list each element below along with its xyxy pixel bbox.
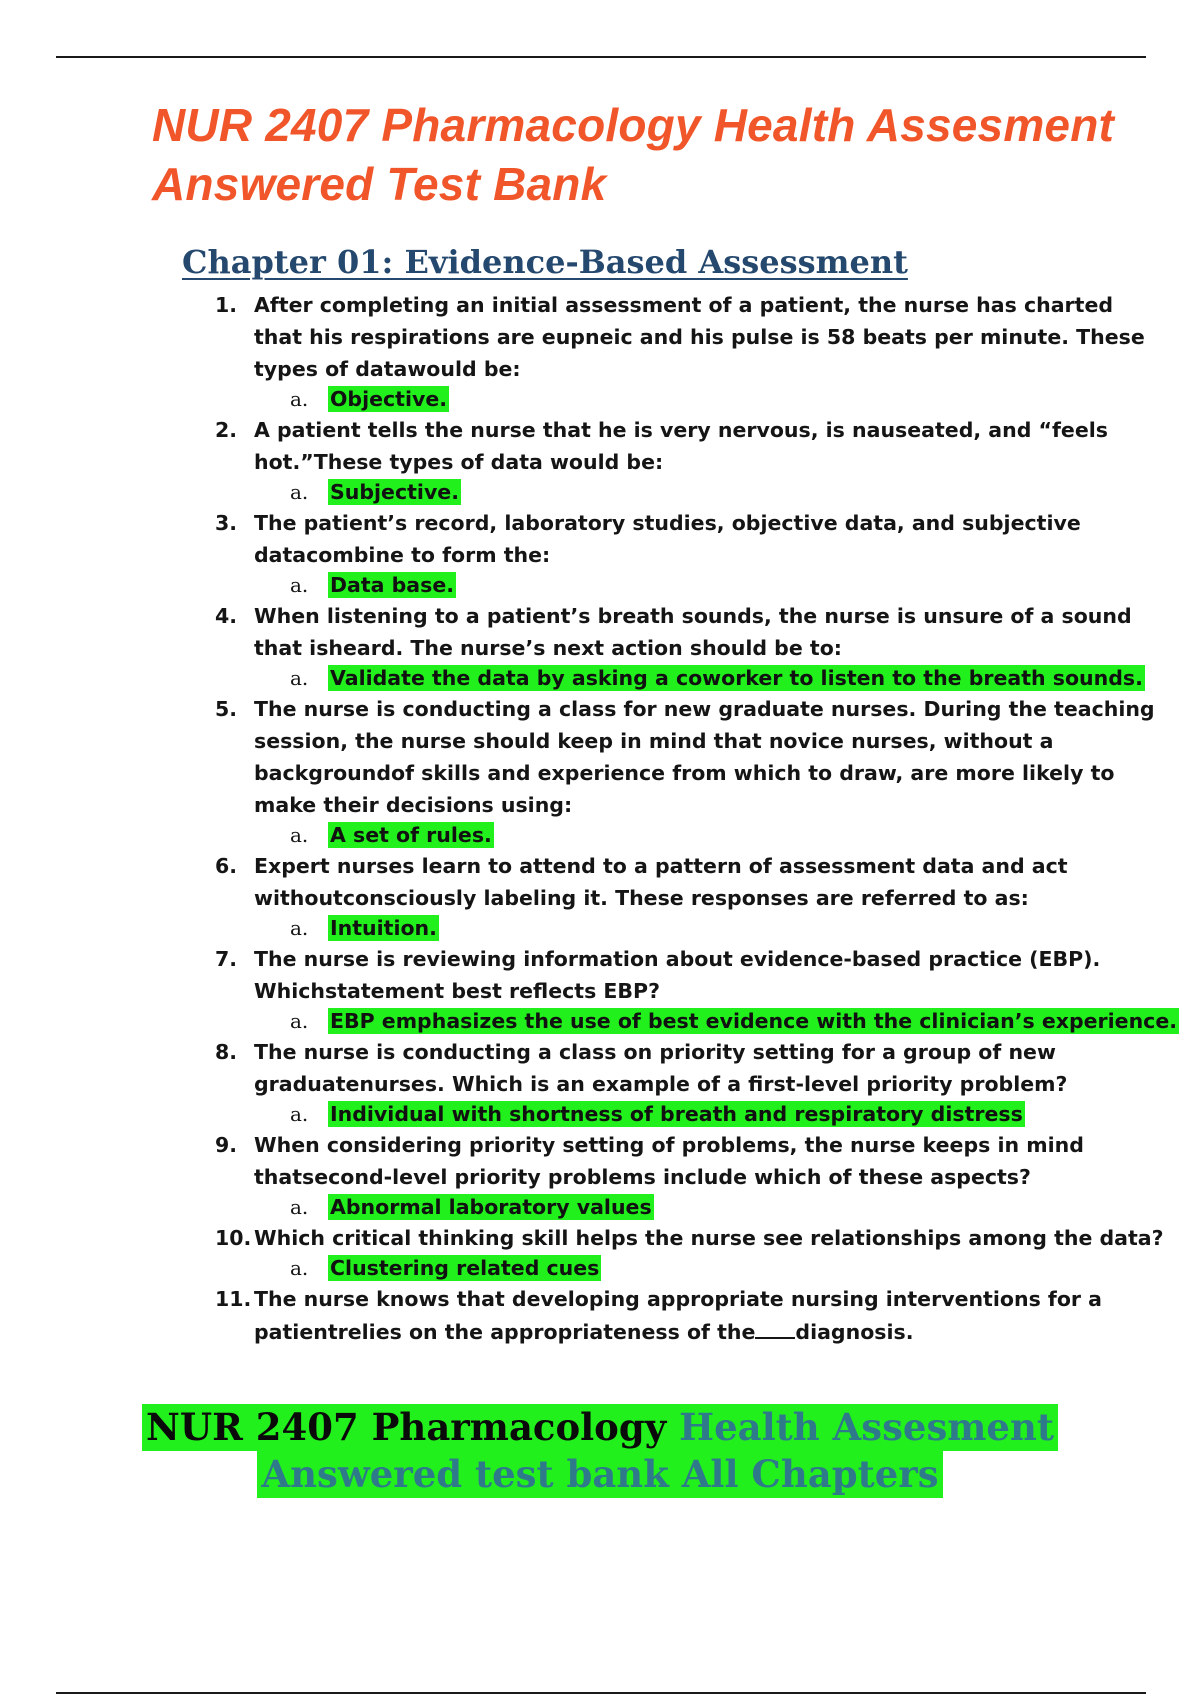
question-line: A patient tells the nurse that he is very nervous, is nauseated, and “feels xyxy=(254,418,1108,442)
question-line: datacombine to form the: xyxy=(254,543,551,567)
question-line: When listening to a patient’s breath sounds, the nurse is unsure of a sound xyxy=(254,604,1132,628)
top-rule xyxy=(56,56,1146,58)
highlighted-answer: Data base. xyxy=(330,573,455,597)
answer-letter: a. xyxy=(290,1102,309,1126)
promo-line-1 xyxy=(142,1404,1058,1451)
question-number: 8. xyxy=(215,1040,238,1064)
question-number: 10. xyxy=(215,1226,252,1250)
answer-letter: a. xyxy=(290,1195,309,1219)
document-title-line-1: NUR 2407 Pharmacology Health Assesment xyxy=(152,99,1115,151)
question-line: The nurse is reviewing information about evidence-based practice (EBP). xyxy=(254,947,1101,971)
chapter-heading: Chapter 01: Evidence-Based Assessment xyxy=(182,243,908,281)
question-5 xyxy=(215,693,1155,850)
question-list xyxy=(215,289,1178,1348)
promo-text-teal: Health Assesment xyxy=(679,1405,1054,1449)
question-4 xyxy=(215,600,1143,693)
answer-row xyxy=(215,664,1143,693)
question-line: that isheard. The nurse’s next action should be to: xyxy=(254,636,842,660)
question-number: 1. xyxy=(215,293,238,317)
answer-row xyxy=(215,1100,1035,1129)
highlighted-answer: Validate the data by asking a coworker to listen to the breath sounds. xyxy=(330,666,1143,690)
highlighted-answer: Subjective. xyxy=(330,480,459,504)
question-line-with-blank xyxy=(254,1315,1035,1348)
question-number: 9. xyxy=(215,1133,238,1157)
promo-line-2: Answered test bank All Chapters xyxy=(257,1451,942,1498)
question-line: thatsecond-level priority problems include which of these aspects? xyxy=(254,1165,1031,1189)
question-line: Which critical thinking skill helps the nurse see relationships among the data? xyxy=(254,1226,1164,1250)
answer-letter: a. xyxy=(290,1009,309,1033)
answer-row xyxy=(215,571,1035,600)
answer-row xyxy=(215,1193,1035,1222)
highlighted-answer: Intuition. xyxy=(330,916,437,940)
question-8 xyxy=(215,1036,1068,1129)
question-1 xyxy=(215,289,1145,414)
highlighted-answer: Abnormal laboratory values xyxy=(330,1195,652,1219)
answer-row xyxy=(215,1007,1178,1036)
answer-letter: a. xyxy=(290,387,309,411)
answer-row xyxy=(215,385,1035,414)
question-line: The patient’s record, laboratory studies, objective data, and subjective xyxy=(254,511,1081,535)
highlighted-answer: A set of rules. xyxy=(330,823,492,847)
question-number: 4. xyxy=(215,604,238,628)
question-number: 2. xyxy=(215,418,238,442)
promo-banner xyxy=(0,1404,1200,1498)
question-number: 5. xyxy=(215,697,238,721)
question-line: make their decisions using: xyxy=(254,793,573,817)
question-text-after-blank: diagnosis. xyxy=(795,1320,914,1344)
question-line: After completing an initial assessment of a patient, the nurse has charted xyxy=(254,293,1114,317)
question-3 xyxy=(215,507,1081,600)
question-number: 6. xyxy=(215,854,238,878)
question-text-before-blank: patientrelies on the appropriateness of the xyxy=(254,1320,756,1344)
bottom-rule xyxy=(56,1692,1146,1694)
answer-letter: a. xyxy=(290,573,309,597)
promo-text-dark: NUR 2407 Pharmacology xyxy=(146,1405,667,1449)
question-line: The nurse is conducting a class on priority setting for a group of new xyxy=(254,1040,1056,1064)
question-line: The nurse knows that developing appropriate nursing interventions for a xyxy=(254,1287,1102,1311)
fill-in-blank xyxy=(755,1315,795,1339)
question-line: hot.”These types of data would be: xyxy=(254,450,664,474)
question-line: When considering priority setting of problems, the nurse keeps in mind xyxy=(254,1133,1084,1157)
document-title xyxy=(152,96,1192,214)
question-line: The nurse is conducting a class for new graduate nurses. During the teaching xyxy=(254,697,1155,721)
question-number: 3. xyxy=(215,511,238,535)
answer-row xyxy=(215,1254,1035,1283)
question-line: Whichstatement best reflects EBP? xyxy=(254,979,660,1003)
answer-letter: a. xyxy=(290,823,309,847)
question-7 xyxy=(215,943,1178,1036)
question-line: withoutconsciously labeling it. These responses are referred to as: xyxy=(254,886,1029,910)
question-11 xyxy=(215,1283,1102,1348)
answer-row xyxy=(215,821,1035,850)
question-line: backgroundof skills and experience from which to draw, are more likely to xyxy=(254,761,1115,785)
question-number: 11. xyxy=(215,1287,252,1311)
question-line: types of datawould be: xyxy=(254,357,521,381)
highlighted-answer: EBP emphasizes the use of best evidence with the clinician’s experience. xyxy=(330,1009,1178,1033)
highlighted-answer: Objective. xyxy=(330,387,448,411)
question-2 xyxy=(215,414,1108,507)
highlighted-answer: Individual with shortness of breath and respiratory distress xyxy=(330,1102,1023,1126)
question-line: Expert nurses learn to attend to a pattern of assessment data and act xyxy=(254,854,1068,878)
question-9 xyxy=(215,1129,1084,1222)
question-6 xyxy=(215,850,1068,943)
document-title-line-2: Answered Test Bank xyxy=(152,158,607,210)
question-10 xyxy=(215,1222,1164,1283)
answer-letter: a. xyxy=(290,480,309,504)
answer-row xyxy=(215,914,1035,943)
answer-row xyxy=(215,478,1035,507)
question-line: graduatenurses. Which is an example of a first-level priority problem? xyxy=(254,1072,1068,1096)
question-line: session, the nurse should keep in mind that novice nurses, without a xyxy=(254,729,1054,753)
answer-letter: a. xyxy=(290,916,309,940)
highlighted-answer: Clustering related cues xyxy=(330,1256,600,1280)
answer-letter: a. xyxy=(290,1256,309,1280)
question-number: 7. xyxy=(215,947,238,971)
answer-letter: a. xyxy=(290,666,309,690)
question-line: that his respirations are eupneic and his pulse is 58 beats per minute. These xyxy=(254,325,1145,349)
